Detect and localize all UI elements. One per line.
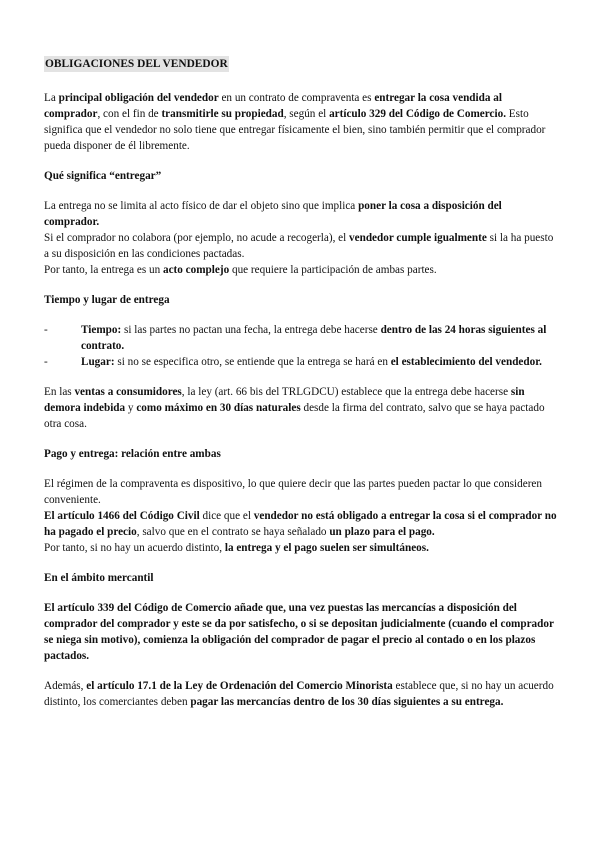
document-title: OBLIGACIONES DEL VENDEDOR <box>45 58 228 70</box>
text-run: Por tanto, la entrega es un <box>44 264 163 276</box>
paragraph <box>44 508 558 540</box>
bold-text-run: la entrega y el pago suelen ser simultáneos. <box>224 542 429 554</box>
paragraph <box>44 262 558 278</box>
document-page <box>44 56 558 710</box>
bold-text-run: transmitirle su propiedad <box>161 108 284 120</box>
text-run: Esto significa que el vendedor no solo tiene que entregar físicamente el bien, sino también permitir que el comprador pueda disponer de él libremente. <box>44 108 546 152</box>
text-run: establece que, si no hay un acuerdo distinto, los comerciantes deben <box>44 680 554 708</box>
bold-text-run: acto complejo <box>163 264 230 276</box>
bold-text-run: pagar las mercancías dentro de los 30 días siguientes a su entrega. <box>190 696 504 708</box>
bold-text-run: Tiempo: <box>81 324 122 336</box>
text-run: dice que el <box>199 510 254 522</box>
section-heading-entregar: Qué significa “entregar” <box>44 170 162 182</box>
text-run: Si el comprador no colabora (por ejemplo, no acude a recogerla), el <box>44 232 350 244</box>
text-run: Además, <box>44 680 87 692</box>
section-heading-pago-entrega: Pago y entrega: relación entre ambas <box>44 448 221 460</box>
list-item-text <box>81 324 546 352</box>
text-run: que requiere la participación de ambas partes. <box>229 264 437 276</box>
section-heading-ambito-mercantil: En el ámbito mercantil <box>44 572 154 584</box>
list-item-lugar <box>44 354 558 370</box>
bold-text-run: ventas a consumidores <box>74 386 182 398</box>
bold-text-run: principal obligación del vendedor <box>58 92 219 104</box>
paragraph <box>44 230 558 262</box>
text-run: si la ha puesto a su disposición en las condiciones pactadas. <box>44 232 554 260</box>
bold-text-run: Lugar: <box>81 356 115 368</box>
text-run: La entrega no se limita al acto físico de dar el objeto sino que implica <box>44 200 359 212</box>
bullet-dash: - <box>44 356 48 368</box>
text-run: , salvo que en el contrato se haya señalado <box>136 526 330 538</box>
section-heading-tiempo-lugar: Tiempo y lugar de entrega <box>44 294 170 306</box>
bold-text-run: como máximo en 30 días naturales <box>136 402 301 414</box>
intro-paragraph <box>44 90 558 154</box>
bold-text-run: el establecimiento del vendedor. <box>390 356 542 368</box>
bold-text-run: sin demora indebida <box>44 386 525 414</box>
text-run: , la ley (art. 66 bis del TRLGDCU) establece que la entrega debe hacerse <box>181 386 511 398</box>
text-run: desde la firma del contrato, salvo que se haya pactado otra cosa. <box>44 402 545 430</box>
bold-text-run: poner la cosa a disposición del comprador. <box>44 200 502 228</box>
text-run: Por tanto, si no hay un acuerdo distinto, <box>44 542 225 554</box>
paragraph <box>44 476 558 508</box>
text-run: , según el <box>283 108 330 120</box>
bold-text-run: El artículo 339 del Código de Comercio añade que, una vez puestas las mercancías a disposición del comprador del comprador y este se da por satisfecho, o si se depositan judicialmente (cuando el comprador se niega sin motivo), comienza la obligación del comprador de pagar el precio al contado o en los plazos pactados. <box>44 602 554 662</box>
bold-text-run: El artículo 1466 del Código Civil <box>44 510 200 522</box>
text-run: , con el fin de <box>97 108 162 120</box>
bullet-dash: - <box>44 324 48 336</box>
paragraph <box>44 198 558 230</box>
bold-text-run: dentro de las 24 horas siguientes al contrato. <box>81 324 547 352</box>
paragraph <box>44 384 558 432</box>
bold-text-run: artículo 329 del Código de Comercio. <box>329 108 506 120</box>
paragraph <box>44 540 558 556</box>
paragraph <box>44 678 558 710</box>
text-run: En las <box>44 386 75 398</box>
text-run: si no se especifica otro, se entiende que la entrega se hará en <box>114 356 391 368</box>
paragraph <box>44 600 558 664</box>
text-run: en un contrato de compraventa es <box>218 92 375 104</box>
text-run: La <box>44 92 59 104</box>
text-run: si las partes no pactan una fecha, la entrega debe hacerse <box>121 324 381 336</box>
text-run: y <box>125 402 137 414</box>
bold-text-run: vendedor cumple igualmente <box>349 232 487 244</box>
bold-text-run: un plazo para el pago. <box>329 526 435 538</box>
bold-text-run: vendedor no está obligado a entregar la cosa si el comprador no ha pagado el precio <box>44 510 557 538</box>
bold-text-run: el artículo 17.1 de la Ley de Ordenación del Comercio Minorista <box>86 680 393 692</box>
list-item-tiempo <box>44 322 558 354</box>
bold-text-run: entregar la cosa vendida al comprador <box>44 92 502 120</box>
text-run: El régimen de la compraventa es dispositivo, lo que quiere decir que las partes pueden pactar lo que consideren conveniente. <box>44 478 542 506</box>
list-item-text <box>81 356 542 368</box>
